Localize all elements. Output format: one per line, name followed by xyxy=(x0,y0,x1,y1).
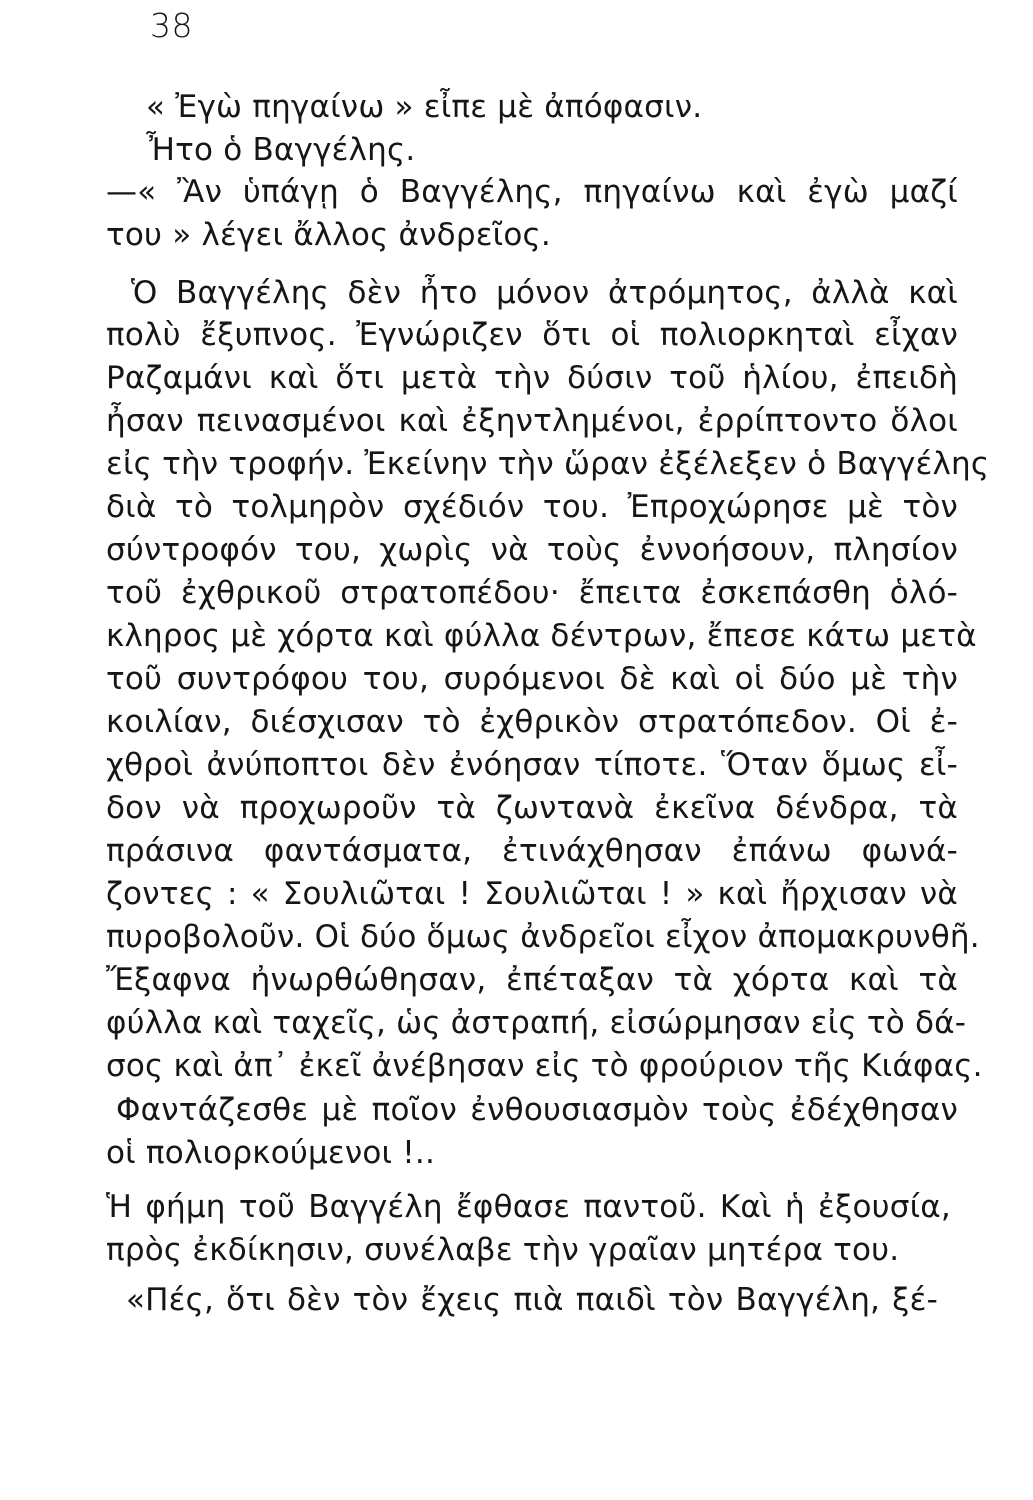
text-line: εἰς τὴν τροφήν. Ἐκείνην τὴν ὥραν ἐξέλεξεν ὁ Βαγγέλης xyxy=(106,446,990,482)
page-number: 38 xyxy=(150,6,193,45)
text-line: του » λέγει ἄλλος ἀνδρεῖος. xyxy=(106,217,551,253)
text-line: Ραζαμάνι καὶ ὅτι μετὰ τὴν δύσιν τοῦ ἡλίου, ἐπειδὴ xyxy=(106,360,958,396)
text-line: σος καὶ ἀπ᾽ ἐκεῖ ἀνέβησαν εἰς τὸ φρούριον τῆς Κιάφας. xyxy=(106,1048,983,1084)
text-line: κοιλίαν, διέσχισαν τὸ ἐχθρικὸν στρατόπεδον. Οἱ ἐ- xyxy=(106,704,958,740)
text-line: ἦσαν πεινασμένοι καὶ ἐξηντλημένοι, ἐρρίπτοντο ὅλοι xyxy=(106,403,958,439)
text-line: Ἔξαφνα ἠνωρθώθησαν, ἐπέταξαν τὰ χόρτα καὶ τὰ xyxy=(106,962,958,998)
text-line: —« Ἂν ὑπάγῃ ὁ Βαγγέλης, πηγαίνω καὶ ἐγὼ μαζί xyxy=(106,174,958,210)
text-line: πρὸς ἐκδίκησιν, συνέλαβε τὴν γραῖαν μητέρα του. xyxy=(106,1232,900,1268)
text-line: τοῦ συντρόφου του, συρόμενοι δὲ καὶ οἱ δύο μὲ τὴν xyxy=(106,661,958,697)
text-line: Ὁ Βαγγέλης δὲν ἦτο μόνον ἀτρόμητος, ἀλλὰ καὶ xyxy=(131,275,958,311)
text-line: κληρος μὲ χόρτα καὶ φύλλα δέντρων, ἔπεσε κάτω μετὰ xyxy=(106,618,977,654)
text-line: ζοντες : « Σουλιῶται ! Σουλιῶται ! » καὶ ἤρχισαν νὰ xyxy=(106,876,958,912)
text-line: δον νὰ προχωροῦν τὰ ζωντανὰ ἐκεῖνα δένδρα, τὰ xyxy=(106,790,958,826)
text-line: διὰ τὸ τολμηρὸν σχέδιόν του. Ἐπροχώρησε μὲ τὸν xyxy=(106,489,958,525)
text-line: οἱ πολιορκούμενοι !.. xyxy=(106,1135,436,1171)
text-line: τοῦ ἐχθρικοῦ στρατοπέδου· ἔπειτα ἐσκεπάσθη ὁλό- xyxy=(106,575,958,611)
text-line: σύντροφόν του, χωρὶς νὰ τοὺς ἐννοήσουν, πλησίον xyxy=(106,532,958,568)
text-line: πυροβολοῦν. Οἱ δύο ὅμως ἀνδρεῖοι εἶχον ἀπομακρυνθῆ. xyxy=(106,919,980,955)
text-line: φύλλα καὶ ταχεῖς, ὡς ἀστραπή, εἰσώρμησαν εἰς τὸ δά- xyxy=(106,1005,967,1041)
text-line: Ἦτο ὁ Βαγγέλης. xyxy=(146,132,416,168)
text-line: Ἡ φήμη τοῦ Βαγγέλη ἔφθασε παντοῦ. Καὶ ἡ ἐξουσία, xyxy=(106,1189,951,1225)
text-line: « Ἐγὼ πηγαίνω » εἶπε μὲ ἀπόφασιν. xyxy=(146,89,703,125)
text-line: Φαντάζεσθε μὲ ποῖον ἐνθουσιασμὸν τοὺς ἐδέχθησαν xyxy=(116,1092,958,1128)
text-line: «Πές, ὅτι δὲν τὸν ἔχεις πιὰ παιδὶ τὸν Βαγγέλη, ξέ- xyxy=(126,1282,938,1318)
text-line: πολὺ ἔξυπνος. Ἐγνώριζεν ὅτι οἱ πολιορκηταὶ εἶχαν xyxy=(106,317,958,353)
text-line: πράσινα φαντάσματα, ἐτινάχθησαν ἐπάνω φωνά- xyxy=(106,833,958,869)
text-line: χθροὶ ἀνύποπτοι δὲν ἐνόησαν τίποτε. Ὅταν ὅμως εἶ- xyxy=(106,747,958,783)
